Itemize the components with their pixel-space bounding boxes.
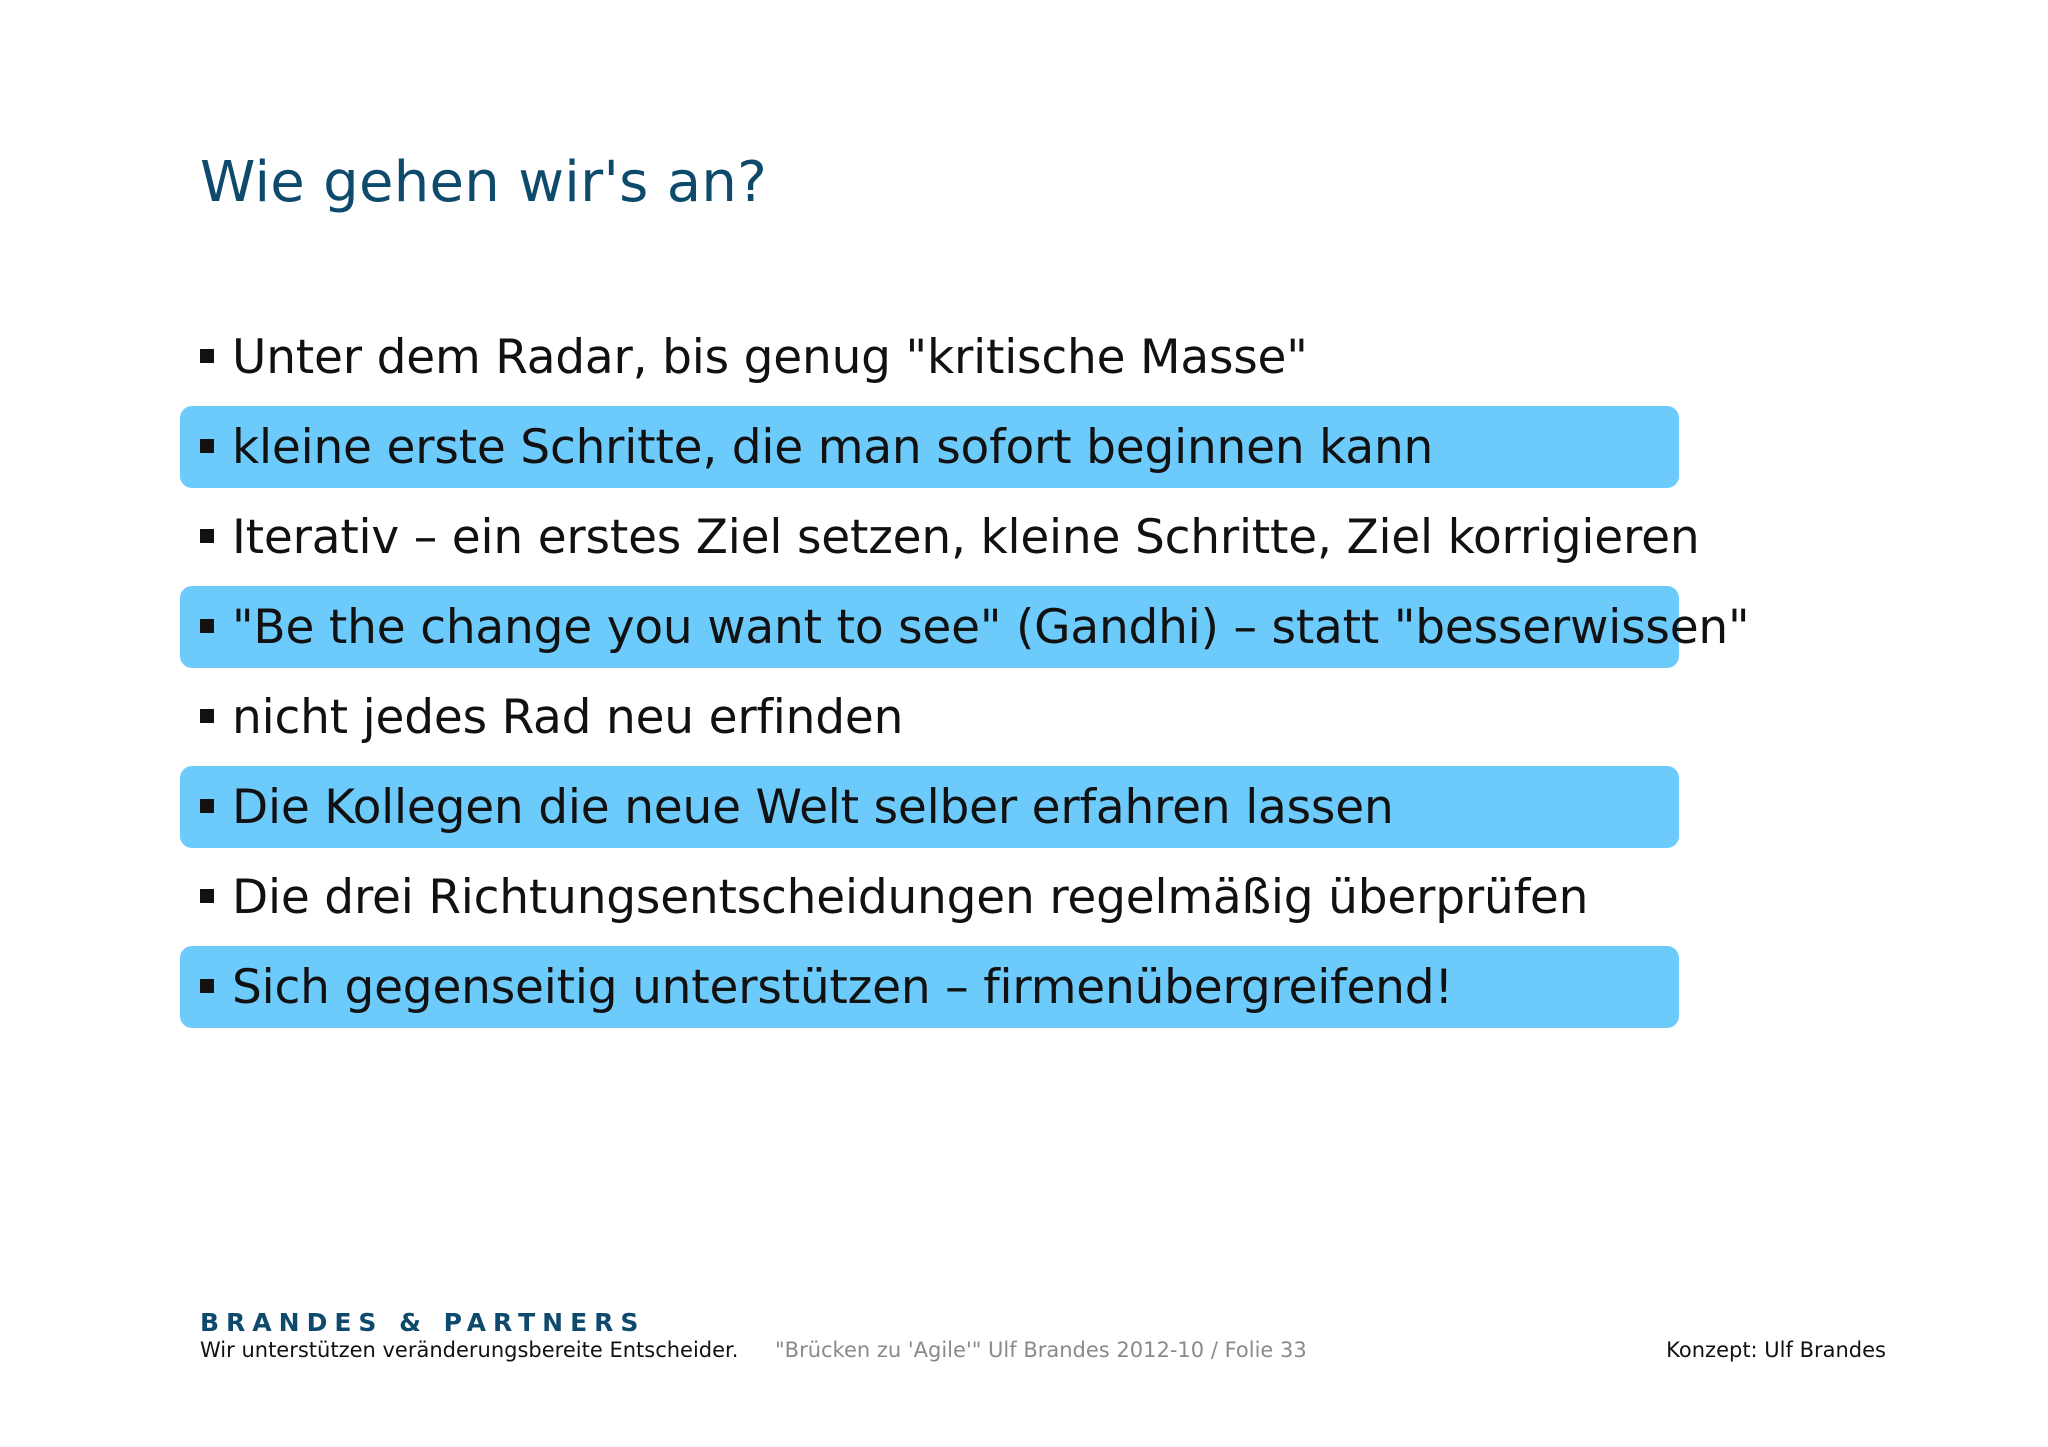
square-bullet-icon (200, 349, 214, 363)
footer-credit: Konzept: Ulf Brandes (1666, 1338, 1886, 1362)
bullet-item (180, 856, 1679, 938)
square-bullet-icon (200, 799, 214, 813)
bullet-item-highlighted (180, 406, 1679, 488)
bullet-text: Unter dem Radar, bis genug "kritische Masse" (232, 329, 1308, 385)
bullet-list (180, 316, 1750, 1036)
square-bullet-icon (200, 619, 214, 633)
footer-brand: BRANDES & PARTNERS (200, 1308, 646, 1337)
bullet-item-highlighted (180, 586, 1750, 668)
bullet-text: Sich gegenseitig unterstützen – firmenübergreifend! (232, 959, 1454, 1015)
bullet-text: nicht jedes Rad neu erfinden (232, 689, 904, 745)
bullet-item (180, 676, 1679, 758)
bullet-text: Iterativ – ein erstes Ziel setzen, kleine Schritte, Ziel korrigieren (232, 509, 1700, 565)
footer-source: "Brücken zu 'Agile'" Ulf Brandes 2012-10 / Folie 33 (775, 1338, 1307, 1362)
square-bullet-icon (200, 889, 214, 903)
square-bullet-icon (200, 439, 214, 453)
slide-title: Wie gehen wir's an? (200, 150, 768, 215)
square-bullet-icon (200, 529, 214, 543)
bullet-text: Die drei Richtungsentscheidungen regelmäßig überprüfen (232, 869, 1589, 925)
square-bullet-icon (200, 709, 214, 723)
bullet-item-highlighted (180, 766, 1679, 848)
bullet-item (180, 496, 1700, 578)
bullet-text: Die Kollegen die neue Welt selber erfahren lassen (232, 779, 1394, 835)
bullet-text: "Be the change you want to see" (Gandhi) – statt "besserwissen" (232, 599, 1750, 655)
bullet-item-highlighted (180, 946, 1679, 1028)
bullet-text: kleine erste Schritte, die man sofort beginnen kann (232, 419, 1434, 475)
footer-tagline: Wir unterstützen veränderungsbereite Entscheider. (200, 1338, 739, 1362)
square-bullet-icon (200, 979, 214, 993)
bullet-item (180, 316, 1679, 398)
